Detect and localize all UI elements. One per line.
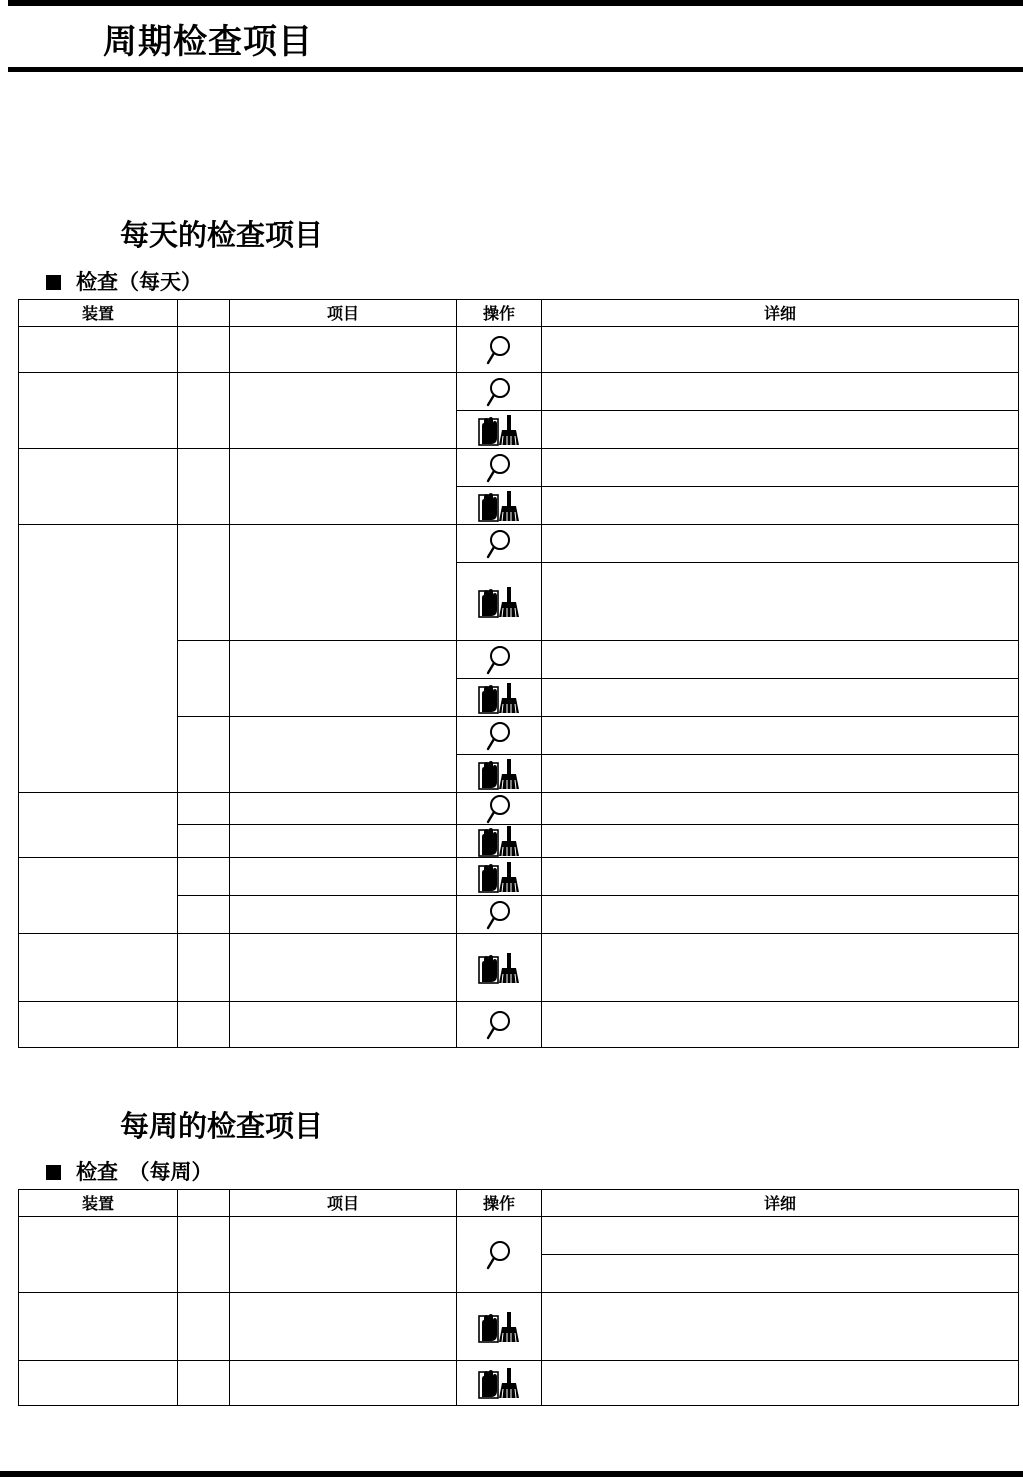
detail-cell — [542, 793, 1019, 825]
table-row — [19, 1002, 1019, 1048]
hand-brush-icon — [478, 952, 520, 984]
detail-cell — [542, 1255, 1019, 1293]
detail-cell — [542, 449, 1019, 487]
operation-cell — [457, 641, 542, 679]
table-row — [19, 793, 1019, 825]
device-cell — [19, 858, 178, 934]
weekly-subtitle — [46, 1158, 213, 1186]
item-cell — [230, 1361, 457, 1406]
device-cell — [19, 1293, 178, 1361]
item-cell — [230, 525, 457, 641]
number-cell — [178, 934, 230, 1002]
hand-brush-icon — [478, 586, 520, 618]
device-cell — [19, 1002, 178, 1048]
number-cell — [178, 1361, 230, 1406]
weekly-subtitle-text: 检查 （每周） — [76, 1160, 213, 1184]
item-cell — [230, 934, 457, 1002]
weekly-table — [18, 1189, 1019, 1406]
daily-subtitle — [46, 268, 202, 296]
top-rule — [8, 0, 1023, 6]
detail-cell — [542, 717, 1019, 755]
operation-cell — [457, 449, 542, 487]
item-cell — [230, 449, 457, 525]
number-cell — [178, 825, 230, 858]
device-cell — [19, 449, 178, 525]
table-row — [19, 1293, 1019, 1361]
daily-section-title: 每天的检查项目 — [120, 218, 324, 252]
number-cell — [178, 1293, 230, 1361]
magnifier-icon — [485, 377, 513, 407]
hand-brush-icon — [478, 825, 520, 857]
item-cell — [230, 793, 457, 825]
magnifier-icon — [485, 1010, 513, 1040]
device-cell — [19, 373, 178, 449]
operation-cell — [457, 1217, 542, 1293]
table-row — [19, 858, 1019, 896]
table-row — [19, 525, 1019, 563]
magnifier-icon — [485, 1240, 513, 1270]
magnifier-icon — [485, 529, 513, 559]
magnifier-icon — [485, 645, 513, 675]
operation-cell — [457, 679, 542, 717]
bullet-square-icon — [46, 1165, 61, 1180]
item-cell — [230, 1293, 457, 1361]
item-cell — [230, 896, 457, 934]
detail-cell — [542, 755, 1019, 793]
device-cell — [19, 525, 178, 793]
bottom-rule — [0, 1471, 1023, 1477]
operation-cell — [457, 1361, 542, 1406]
detail-cell — [542, 641, 1019, 679]
daily-table — [18, 299, 1019, 1048]
operation-cell — [457, 563, 542, 641]
header-device: 装置 — [19, 1190, 178, 1217]
header-operation: 操作 — [457, 1190, 542, 1217]
hand-brush-icon — [478, 1367, 520, 1399]
operation-cell — [457, 793, 542, 825]
magnifier-icon — [485, 453, 513, 483]
item-cell — [230, 858, 457, 896]
weekly-header-row — [19, 1190, 1019, 1217]
detail-cell — [542, 327, 1019, 373]
detail-cell — [542, 525, 1019, 563]
detail-cell — [542, 825, 1019, 858]
item-cell — [230, 327, 457, 373]
number-cell — [178, 793, 230, 825]
hand-brush-icon — [478, 414, 520, 446]
detail-cell — [542, 934, 1019, 1002]
magnifier-icon — [485, 794, 513, 824]
header-blank — [178, 1190, 230, 1217]
number-cell — [178, 641, 230, 717]
detail-cell — [542, 858, 1019, 896]
operation-cell — [457, 1002, 542, 1048]
number-cell — [178, 449, 230, 525]
device-cell — [19, 793, 178, 858]
header-item: 项目 — [230, 1190, 457, 1217]
detail-cell — [542, 487, 1019, 525]
header-detail: 详细 — [542, 1190, 1019, 1217]
number-cell — [178, 327, 230, 373]
detail-cell — [542, 373, 1019, 411]
magnifier-icon — [485, 900, 513, 930]
number-cell — [178, 525, 230, 641]
item-cell — [230, 373, 457, 449]
table-row — [19, 449, 1019, 487]
operation-cell — [457, 825, 542, 858]
hand-brush-icon — [478, 490, 520, 522]
device-cell — [19, 327, 178, 373]
detail-cell — [542, 563, 1019, 641]
table-row — [19, 934, 1019, 1002]
bullet-square-icon — [46, 275, 61, 290]
operation-cell — [457, 896, 542, 934]
header-device: 装置 — [19, 300, 178, 327]
table-row — [19, 327, 1019, 373]
operation-cell — [457, 717, 542, 755]
detail-cell — [542, 896, 1019, 934]
number-cell — [178, 717, 230, 793]
header-blank — [178, 300, 230, 327]
item-cell — [230, 641, 457, 717]
operation-cell — [457, 411, 542, 449]
item-cell — [230, 825, 457, 858]
operation-cell — [457, 934, 542, 1002]
detail-cell — [542, 1217, 1019, 1255]
device-cell — [19, 934, 178, 1002]
table-row — [19, 1361, 1019, 1406]
operation-cell — [457, 327, 542, 373]
magnifier-icon — [485, 335, 513, 365]
detail-cell — [542, 1293, 1019, 1361]
number-cell — [178, 1217, 230, 1293]
item-cell — [230, 717, 457, 793]
detail-cell — [542, 679, 1019, 717]
hand-brush-icon — [478, 758, 520, 790]
operation-cell — [457, 755, 542, 793]
operation-cell — [457, 373, 542, 411]
daily-subtitle-text: 检查（每天） — [76, 270, 202, 294]
header-item: 项目 — [230, 300, 457, 327]
device-cell — [19, 1361, 178, 1406]
detail-cell — [542, 1361, 1019, 1406]
hand-brush-icon — [478, 1311, 520, 1343]
item-cell — [230, 1002, 457, 1048]
operation-cell — [457, 525, 542, 563]
operation-cell — [457, 1293, 542, 1361]
header-operation: 操作 — [457, 300, 542, 327]
weekly-section-title: 每周的检查项目 — [120, 1109, 324, 1143]
number-cell — [178, 1002, 230, 1048]
operation-cell — [457, 858, 542, 896]
number-cell — [178, 896, 230, 934]
number-cell — [178, 858, 230, 896]
device-cell — [19, 1217, 178, 1293]
detail-cell — [542, 411, 1019, 449]
detail-cell — [542, 1002, 1019, 1048]
number-cell — [178, 373, 230, 449]
title-underline — [8, 67, 1023, 72]
operation-cell — [457, 487, 542, 525]
page-title: 周期检查项目 — [103, 22, 313, 62]
item-cell — [230, 1217, 457, 1293]
magnifier-icon — [485, 721, 513, 751]
hand-brush-icon — [478, 682, 520, 714]
daily-header-row — [19, 300, 1019, 327]
table-row — [19, 1217, 1019, 1255]
header-detail: 详细 — [542, 300, 1019, 327]
hand-brush-icon — [478, 861, 520, 893]
table-row — [19, 373, 1019, 411]
